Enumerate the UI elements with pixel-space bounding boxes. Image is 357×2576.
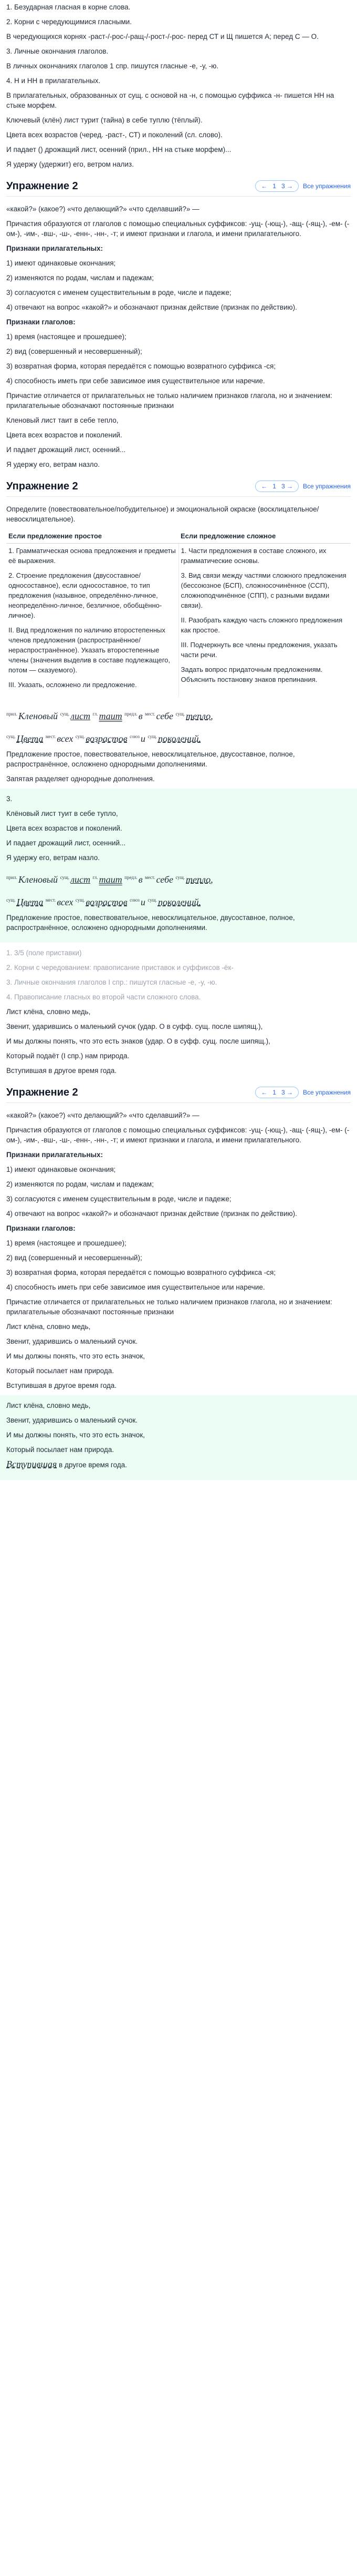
list-item: 2) вид (совершенный и несовершенный);: [6, 1254, 142, 1262]
pager: [255, 481, 299, 492]
intro-line: В чередующихся корнях -раст-/-рос-/-ращ-/-рост-/-рос- перед СТ и Щ пишется А; перед С — О.: [6, 33, 319, 40]
page-number[interactable]: 1: [272, 483, 276, 490]
scheme-word: себе: [156, 711, 173, 721]
answer-line: Лист клёна, словно медь,: [6, 1402, 91, 1409]
scheme-word: всех: [57, 897, 74, 907]
poem-line: Звенит, ударившись о маленький сучок.: [6, 1337, 138, 1345]
cell-line: 3. Вид связи между частями сложного предложения (бессоюзное (БСП), сложносочинённое (ССП), сложноподчинённое (СПП), с разными видами связи).: [181, 571, 346, 609]
list-item: 1) имеют одинаковые окончания;: [6, 1166, 116, 1173]
prev-arrow-icon[interactable]: ←: [261, 1089, 268, 1096]
prev-arrow-icon[interactable]: ←: [261, 182, 268, 190]
cell-line: II. Разобрать каждую часть сложного предложения как простое.: [181, 616, 343, 634]
answer-line: И мы должны понять, что это есть значок,: [6, 1431, 145, 1439]
poem-line: Вступившая в другое время года.: [6, 1067, 117, 1075]
answer-line: И падает дрожащий лист, осенний...: [6, 839, 126, 847]
list-item: 4) способность иметь при себе зависимое имя существительное или наречие.: [6, 1283, 265, 1291]
pos-tag: сущ.: [6, 897, 16, 903]
list-item: 3) согласуются с именем существительным в роде, числе и падеже;: [6, 1195, 232, 1203]
scheme-word: себе: [156, 874, 173, 885]
section-header: [6, 1080, 351, 1103]
pager: [255, 180, 299, 192]
cell-line: 1. Грамматическая основа предложения и предметы её выражения.: [8, 547, 176, 565]
scheme-word: поколений.: [158, 897, 201, 907]
intro-line: В прилагательных, образованных от сущ. с основой на -н, с помощью суффикса -н- пишется НН на стыке морфем.: [6, 91, 334, 109]
intro-line: Я удержу (удержит) его, ветром нализ.: [6, 160, 134, 168]
list-item: 1) время (настоящее и прошедшее);: [6, 333, 127, 341]
answer-text: в другое время года.: [57, 1461, 127, 1469]
sentence-scheme: [6, 867, 351, 885]
pos-tag: прил.: [6, 711, 17, 717]
answer-line: Я удержу его, ветрам назло.: [6, 854, 100, 862]
table-header: Если предложение простое: [6, 529, 178, 544]
exercise-nav: [255, 481, 351, 492]
poem-line: Лист клёна, словно медь,: [6, 1323, 91, 1331]
pos-tag: предл.: [124, 875, 138, 880]
list-item: 3) возвратная форма, которая передаётся с помощью возвратного суффикса -ся;: [6, 1269, 276, 1276]
poem-line: Цвета всех возрастов и поколений.: [6, 431, 122, 439]
list-heading: Признаки глаголов:: [6, 318, 76, 326]
answer-line: Который посылает нам природа.: [6, 1446, 114, 1454]
paragraph: Причастия образуются от глаголов с помощью специальных суффиксов: -ущ- (-ющ-), -ащ- (-ящ-), -ем- (-ом-), -им-, -вш-, -ш-, -енн-, -нн-, -т; и имеют признаки и глагола, и имени прилагательного.: [6, 1126, 350, 1144]
poem-block: [6, 1007, 351, 1076]
scheme-word: и: [140, 897, 145, 907]
list-item: 1) имеют одинаковые окончания;: [6, 259, 116, 267]
next-arrow-icon[interactable]: 3 →: [281, 1089, 293, 1096]
poem-line: Лист клёна, словно медь,: [6, 1008, 91, 1016]
scheme-word: лист: [70, 711, 90, 721]
scheme-word: лист: [70, 874, 90, 885]
pos-tag: предл.: [124, 711, 138, 717]
pos-tag: сущ.: [60, 875, 70, 880]
faded-line: 2. Корни с чередованием: правописание приставок и суффиксов -ёк-: [6, 964, 234, 972]
paragraph: Запятая разделяет однородные дополнения.: [6, 775, 155, 783]
poem-line: Вступившая в другое время года.: [6, 1382, 117, 1389]
cell-line: 1. Части предложения в составе сложного, их грамматические основы.: [181, 547, 327, 565]
next-arrow-icon[interactable]: 3 →: [281, 483, 293, 490]
pos-tag: сущ.: [75, 734, 85, 739]
answer-line: Клёновый лист туит в себе тупло,: [6, 810, 118, 817]
intro-line: 3. Личные окончания глаголов.: [6, 47, 109, 55]
section-title: Упражнение 2: [6, 1087, 78, 1098]
pos-tag: мест.: [45, 734, 56, 739]
list-item: 4) отвечают на вопрос «какой?» и обозначают признак действие (признак по действию).: [6, 303, 297, 311]
pos-tag: союз: [130, 734, 140, 739]
answer-block: [0, 789, 357, 943]
pos-tag: мест.: [45, 897, 56, 903]
faded-line: 1. 3/5 (поле приставки): [6, 949, 82, 957]
pos-tag: сущ.: [60, 711, 70, 717]
poem-line: И падает дрожащий лист, осенний...: [6, 446, 126, 454]
paragraph: Определите (повествовательное/побудительное) и эмоциональной окраске (восклицательное/невосклицательное).: [6, 505, 319, 523]
answer-line: 3.: [6, 795, 13, 803]
table-cell: [6, 544, 178, 697]
faded-line: 4. Правописание гласных во второй части сложного слова.: [6, 993, 201, 1001]
scheme-word: возрастов: [86, 733, 128, 744]
page-number[interactable]: 1: [272, 182, 276, 190]
scheme-word: всех: [57, 733, 74, 744]
sentence-scheme: [6, 727, 351, 744]
paragraph: «какой?» (какое?) «что делающий?» «что сделавший?» —: [6, 205, 200, 213]
scheme-word: и: [140, 733, 145, 744]
intro-line: 4. Н и НН в прилагательных.: [6, 77, 101, 85]
list-item: 1) время (настоящее и прошедшее);: [6, 1239, 127, 1247]
intro-line: В личных окончаниях глаголов 1 спр. пишутся гласные -е, -у, -ю.: [6, 62, 219, 70]
answer-line: [6, 1459, 351, 1470]
list-heading: Признаки глаголов:: [6, 1224, 76, 1232]
poem-line: И мы должны понять, что это есть значок,: [6, 1352, 145, 1360]
cell-line: III. Подчеркнуть все члены предложения, указать части речи.: [181, 641, 338, 659]
poem-line: Кленовый лист таит в себе тепло,: [6, 416, 119, 424]
exercise-nav: [255, 1087, 351, 1098]
intro-line: И падает () дрожащий лист, осенний (прил., НН на стыке морфем)...: [6, 146, 232, 154]
all-exercises-link[interactable]: Все упражнения: [302, 182, 351, 190]
poem-line: И мы должны понять, что это есть знаков (удар. О в суфф. сущ. после шипящ.),: [6, 1037, 270, 1045]
faded-line: 3. Личные окончания глаголов I спр.: пишутся гласные -е, -у, -ю.: [6, 978, 217, 986]
intro-line: 1. Безударная гласная в корне слова.: [6, 3, 131, 11]
intro-line: 2. Корни с чередующимися гласными.: [6, 18, 132, 26]
pos-tag: гл.: [92, 711, 98, 717]
faded-block: [6, 943, 351, 1002]
pos-tag: мест.: [145, 711, 155, 717]
table-cell: [178, 544, 351, 697]
table-header: Если предложение сложное: [178, 529, 351, 544]
pos-tag: сущ.: [175, 875, 185, 880]
section-title: Упражнение 2: [6, 180, 78, 192]
poem-line: Я удержу его, ветрам назло.: [6, 461, 100, 468]
paragraph: Причастия образуются от глаголов с помощью специальных суффиксов: -ущ- (-ющ-), -ащ- (-ящ-), -ем- (-ом-), -им-, -вш-, -ш-, -енн-, -нн-, -т; и имеют признаки и глагола, и имени прилагательного.: [6, 220, 350, 238]
comparison-table: [6, 529, 351, 697]
scheme-word: тепло,: [186, 874, 213, 885]
pos-tag: сущ.: [6, 734, 16, 739]
cell-line: III. Указать, осложнено ли предложение.: [8, 681, 137, 689]
answer-block: [0, 1395, 357, 1480]
pos-tag: гл.: [92, 875, 98, 880]
paragraph: Причастие отличается от прилагательных не только наличием признаков глагола, но и значением: прилагательные обозначают постоянные признаки: [6, 392, 332, 410]
answer-paragraph: Предложение простое, повествовательное, невосклицательное, двусоставное, полное, распространённое, осложнено однородными дополнениями.: [6, 914, 295, 932]
list-item: 2) вид (совершенный и несовершенный);: [6, 347, 142, 355]
scheme-word: Вступившая: [6, 1459, 57, 1469]
all-exercises-link[interactable]: Все упражнения: [302, 482, 351, 490]
exercise-nav: [255, 180, 351, 192]
section-header: [6, 174, 351, 197]
intro-block: [6, 0, 351, 169]
scheme-word: тепло,: [186, 711, 213, 721]
sentence-scheme: [6, 704, 351, 721]
pos-tag: сущ.: [148, 734, 157, 739]
cell-line: II. Вид предложения по наличию второстепенных членов предложения (распространённое/нераспространённое). Указать второстепенные члены (значения выделив в составе подлежащего, потом — сказуемого).: [8, 626, 171, 674]
scheme-word: Кленовый: [18, 874, 58, 885]
answer-line: Цвета всех возрастов и поколений.: [6, 824, 122, 832]
poem-line: Звенит, ударившись о маленький сучок (удар. О в суфф. сущ. после шипящ.),: [6, 1023, 263, 1030]
list-heading: Признаки прилагательных:: [6, 244, 103, 252]
list-item: 2) изменяются по родам, числам и падежам;: [6, 274, 154, 282]
section-header: [6, 474, 351, 497]
list-item: 4) отвечают на вопрос «какой?» и обозначают признак действие (признак по действию).: [6, 1210, 297, 1218]
paragraph: Причастие отличается от прилагательных не только наличием признаков глагола, но и значением: прилагательные обозначают постоянные признаки: [6, 1298, 332, 1316]
prev-arrow-icon[interactable]: ←: [261, 483, 268, 490]
paragraph: «какой?» (какое?) «что делающий?» «что сделавший?» —: [6, 1111, 200, 1119]
poem-line: Который подаёт (I спр.) нам природа.: [6, 1052, 130, 1060]
next-arrow-icon[interactable]: 3 →: [281, 182, 293, 190]
scheme-word: таит: [99, 711, 122, 721]
list-item: 2) изменяются по родам, числам и падежам;: [6, 1180, 154, 1188]
page-number[interactable]: 1: [272, 1089, 276, 1096]
pos-tag: сущ.: [148, 897, 157, 903]
list-item: 3) возвратная форма, которая передаётся с помощью возвратного суффикса -ся;: [6, 362, 276, 370]
scheme-word: поколений.: [158, 733, 201, 744]
scheme-word: таит: [99, 874, 122, 885]
scheme-word: Цвета: [16, 733, 44, 744]
pos-tag: союз: [130, 897, 140, 903]
scheme-word: возрастов: [86, 897, 128, 907]
pos-tag: сущ.: [75, 897, 85, 903]
pos-tag: мест.: [145, 875, 155, 880]
pos-tag: прил.: [6, 875, 17, 880]
intro-line: Цвета всех возрастов (черед. -раст-, СТ) и поколений (сл. слово).: [6, 131, 223, 139]
cell-line: 2. Строение предложения (двусоставное/односоставное), если односоставное, то тип предложения (назывное, определённо-личное, неопределённо-личное, безличное, обобщённо-личное).: [8, 571, 162, 619]
list-item: 3) согласуются с именем существительным в роде, числе и падеже;: [6, 289, 232, 297]
pager: [255, 1087, 299, 1098]
paragraph: Предложение простое, повествовательное, невосклицательное, двусоставное, полное, распространённое, осложнено однородными дополнениями.: [6, 750, 295, 768]
scheme-word: в: [138, 711, 143, 721]
intro-line: Ключевый (клён) лист турит (тайна) в себе туплю (тёплый).: [6, 116, 203, 124]
list-item: 4) способность иметь при себе зависимое имя существительное или наречие.: [6, 377, 265, 385]
scheme-word: в: [138, 874, 143, 885]
list-heading: Признаки прилагательных:: [6, 1151, 103, 1159]
pos-tag: сущ.: [175, 711, 185, 717]
sentence-scheme: [6, 890, 351, 907]
poem-line: Который посылает нам природа.: [6, 1367, 114, 1375]
answer-line: Звенит, ударившись о маленький сучок.: [6, 1416, 138, 1424]
scheme-word: Цвета: [16, 897, 44, 907]
all-exercises-link[interactable]: Все упражнения: [302, 1088, 351, 1096]
section-title: Упражнение 2: [6, 481, 78, 492]
scheme-word: Кленовый: [18, 711, 58, 721]
cell-line: Задать вопрос придаточным предложениям. Объяснить постановку знаков препинания.: [181, 666, 323, 683]
